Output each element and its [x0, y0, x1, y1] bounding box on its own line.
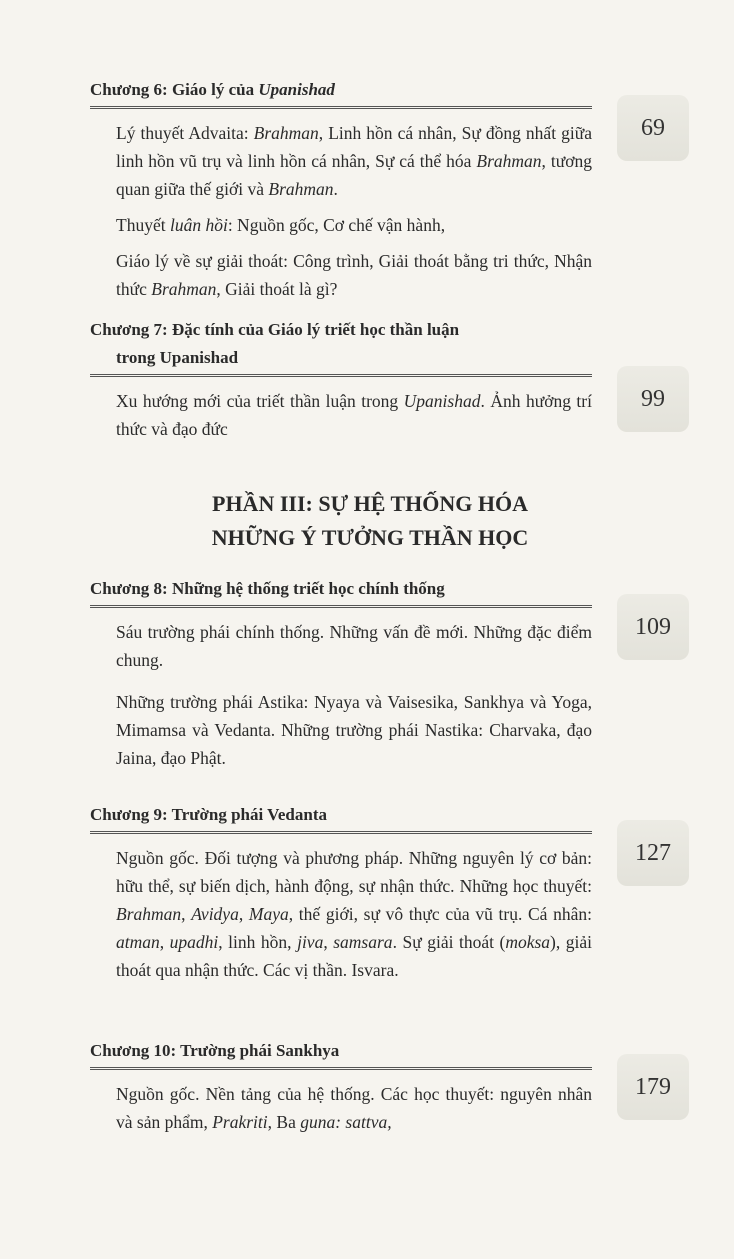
chapter-8-page-number[interactable]: 109 [617, 594, 689, 660]
chapter-9-title: Chương 9: Trường phái Vedanta [90, 801, 592, 834]
chapter-8 [90, 575, 592, 780]
chapter-9-page-number[interactable]: 127 [617, 820, 689, 886]
chapter-6-summary-1: Lý thuyết Advaita: Brahman, Linh hồn cá nhân, Sự đồng nhất giữa linh hồn vũ trụ và linh hồn cá nhân, Sự cá thể hóa Brahman, tương quan giữa thế giới và Brahman. [116, 123, 592, 199]
chapter-10-title: Chương 10: Trường phái Sankhya [90, 1037, 592, 1070]
chapter-8-title: Chương 8: Những hệ thống triết học chính thống [90, 575, 592, 608]
chapter-8-summary-2: Những trường phái Astika: Nyaya và Vaisesika, Sankhya và Yoga, Mimamsa và Vedanta. Những trường phái Nastika: Charvaka, đạo Jaina, đạo Phật. [116, 692, 592, 768]
chapter-10-summary-1: Nguồn gốc. Nền tảng của hệ thống. Các học thuyết: nguyên nhân và sản phẩm, Prakriti, Ba guna: sattva, [116, 1084, 592, 1132]
part-3-heading-line-2: NHỮNG Ý TƯỞNG THẦN HỌC [211, 525, 529, 550]
chapter-10 [90, 1037, 592, 1144]
chapter-6-summary-2: Thuyết luân hồi: Nguồn gốc, Cơ chế vận hành, [116, 215, 446, 235]
part-3-heading-line-1: PHẦN III: SỰ HỆ THỐNG HÓA [212, 491, 528, 516]
chapter-7-title: Chương 7: Đặc tính của Giáo lý triết học thần luận trong Upanishad [90, 316, 592, 377]
chapter-10-page-number[interactable]: 179 [617, 1054, 689, 1120]
chapter-6 [90, 76, 592, 311]
chapter-6-title: Chương 6: Giáo lý của Upanishad [90, 76, 592, 109]
chapter-7 [90, 316, 592, 451]
chapter-9 [90, 801, 592, 992]
chapter-6-summary-3: Giáo lý về sự giải thoát: Công trình, Giải thoát bằng tri thức, Nhận thức Brahman, Giải thoát là gì? [116, 251, 592, 299]
part-3-heading [90, 487, 650, 555]
chapter-7-page-number[interactable]: 99 [617, 366, 689, 432]
chapter-9-summary-1: Nguồn gốc. Đối tượng và phương pháp. Những nguyên lý cơ bản: hữu thể, sự biến dịch, hành động, sự nhận thức. Những học thuyết: Brahman, Avidya, Maya, thế giới, sự vô thực của vũ trụ. Cá nhân: atman, upadhi, linh hồn, jiva, samsara. Sự giải thoát (moksa), giải thoát qua nhận thức. Các vị thần. Isvara. [116, 848, 593, 980]
chapter-6-page-number[interactable]: 69 [617, 95, 689, 161]
chapter-8-summary-1: Sáu trường phái chính thống. Những vấn đề mới. Những đặc điểm chung. [116, 622, 592, 670]
chapter-7-summary-1: Xu hướng mới của triết thần luận trong Upanishad. Ảnh hưởng trí thức và đạo đức [116, 391, 592, 439]
